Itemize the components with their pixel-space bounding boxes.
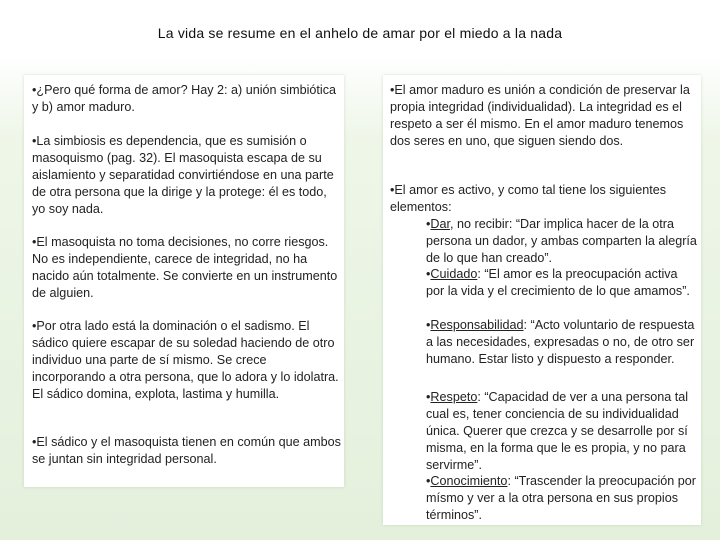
list-item-term: Respeto <box>430 390 478 404</box>
list-item-dar: •Dar, no recibir: “Dar implica hacer de la otra persona un dador, y ambas comparten la alegría de lo que han creado”. <box>426 217 697 265</box>
list-item-text: “El amor es la preocupación activa por la vida y el crecimiento de lo que amamos”. <box>426 267 690 298</box>
list-item-term: Responsabilidad <box>430 318 524 332</box>
list-item-text: “Trascender la preocupación por mísmo y ver a la otra persona en sus propios términos”. <box>426 474 696 522</box>
list-item-text: “Capacidad de ver a una persona tal cual es, tener conciencia de su individualidad única. Querer que crezca y se desarrolle por sí misma, en la forma que le es propia, y no para servirme”. <box>426 390 689 472</box>
list-item-cuidado: •Cuidado: “El amor es la preocupación activa por la vida y el crecimiento de lo que amamos”. <box>426 267 690 298</box>
right-paragraph-1: •El amor maduro es unión a condición de preservar la propia integridad (individualidad). La integridad es el respeto a ser él mismo. En el amor maduro tenemos dos seres en uno, que siguen siendo dos. <box>390 83 690 148</box>
left-paragraph-2: •La simbiosis es dependencia, que es sumisión o masoquismo (pag. 32). El masoquista escapa de su aislamiento y separatidad convirtiéndose en una parte de otra persona que la dirige y la protege: él es todo, yo soy nada. <box>32 134 334 216</box>
slide-title: La vida se resume en el anhelo de amar por el miedo a la nada <box>157 25 563 41</box>
left-text-panel <box>24 75 344 487</box>
left-paragraph-3: •El masoquista no toma decisiones, no corre riesgos. No es independiente, carece de integridad, no ha nacido aún totalmente. Se convierte en un instrumento de alguien. <box>32 235 338 300</box>
right-text-panel <box>383 75 701 525</box>
left-paragraph-4: •Por otra lado está la dominación o el sadismo. El sádico quiere escapar de su soledad haciendo de otro individuo una parte de sí mismo. Se crece incorporando a otra persona, que lo adora y lo idolatra. El sádico domina, explota, lastima y humilla. <box>32 319 339 401</box>
list-item-text: “Acto voluntario de respuesta a las necesidades, expresadas o no, de otro ser humano. Estar listo y dispuesto a responder. <box>426 318 695 366</box>
list-item-term: Dar <box>430 217 451 231</box>
right-paragraph-2: •El amor es activo, y como tal tiene los siguientes elementos: <box>390 183 666 214</box>
list-item-respeto: •Respeto: “Capacidad de ver a una persona tal cual es, tener conciencia de su individualidad única. Querer que crezca y se desarrolle por sí misma, en la forma que le es propia, y no para servirme”. <box>426 390 689 472</box>
left-paragraph-5: •El sádico y el masoquista tienen en común que ambos se juntan sin integridad personal. <box>32 435 341 466</box>
list-item-term: Conocimiento <box>430 474 508 488</box>
list-item-responsabilidad: •Responsabilidad: “Acto voluntario de respuesta a las necesidades, expresadas o no, de otro ser humano. Estar listo y dispuesto a responder. <box>426 318 695 366</box>
list-item-text: no recibir: “Dar implica hacer de la otra persona un dador, y ambas comparten la alegría de lo que han creado”. <box>426 217 697 265</box>
list-item-term: Cuidado <box>430 267 478 281</box>
list-item-conocimiento: •Conocimiento: “Trascender la preocupación por mísmo y ver a la otra persona en sus propios términos”. <box>426 474 696 522</box>
left-paragraph-1: •¿Pero qué forma de amor? Hay 2: a) unión simbiótica y b) amor maduro. <box>32 83 337 114</box>
